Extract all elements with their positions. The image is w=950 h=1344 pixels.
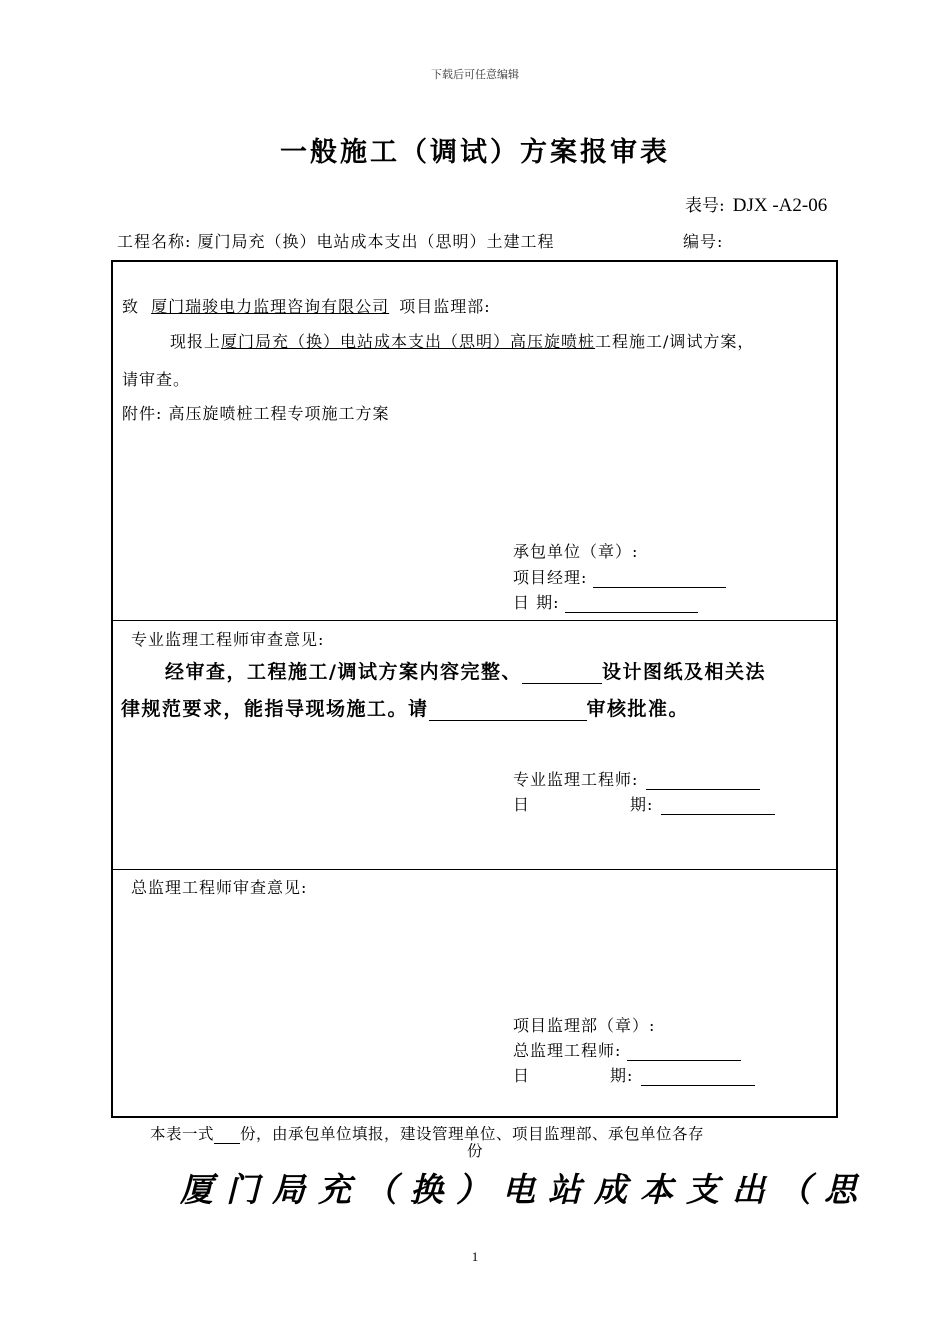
opinion-line-1-b: 设计图纸及相关法 <box>601 661 766 683</box>
attachment-text: 附件: 高压旋喷桩工程专项施工方案 <box>122 404 390 423</box>
report-line <box>170 329 754 352</box>
to-prefix: 致 <box>122 297 140 316</box>
form-frame <box>111 260 838 1118</box>
page-number: 1 <box>471 1249 479 1264</box>
header-note: 下载后可任意编辑 <box>431 68 519 81</box>
date-right-2: 期: <box>630 795 654 814</box>
opinion-line-2 <box>121 694 689 721</box>
date-blank-2 <box>661 814 775 815</box>
copies-blank <box>214 1128 240 1144</box>
date-right-3: 期: <box>610 1066 634 1085</box>
supervision-dept-label: 项目监理部（章）: <box>513 1016 656 1035</box>
opinion-blank-2 <box>429 700 587 721</box>
date-blank-1 <box>565 612 698 613</box>
date-line-2 <box>513 792 775 815</box>
to-suffix: 项目监理部: <box>399 297 491 316</box>
document-title: 一般施工（调试）方案报审表 <box>280 137 670 168</box>
report-prefix: 现报上 <box>170 332 222 351</box>
chief-engineer-label: 总监理工程师: <box>513 1041 622 1060</box>
specialist-engineer-blank <box>646 789 760 790</box>
opinion-blank-1 <box>522 663 602 684</box>
addressee-line <box>122 294 491 317</box>
section-divider-1 <box>111 620 838 621</box>
date-label-1: 日 期: <box>513 593 560 612</box>
contractor-unit-label: 承包单位（章）: <box>513 542 639 561</box>
specialist-engineer-label: 专业监理工程师: <box>513 770 639 789</box>
specialist-engineer-line <box>513 767 760 790</box>
chief-review-heading: 总监理工程师审查意见: <box>131 878 308 897</box>
date-left-2: 日 <box>513 795 531 814</box>
large-project-heading: 厦门局充（换）电站成本支出（思 <box>180 1170 870 1209</box>
project-label: 工程名称: <box>117 232 192 251</box>
project-name-line <box>117 229 555 252</box>
opinion-line-1 <box>165 657 766 684</box>
supervisor-company: 厦门瑞骏电力监理咨询有限公司 <box>151 297 390 316</box>
chief-engineer-line <box>513 1038 741 1061</box>
chief-engineer-blank <box>627 1060 741 1061</box>
project-manager-line <box>513 565 726 588</box>
project-manager-label: 项目经理: <box>513 568 588 587</box>
report-suffix: 工程施工/调试方案， <box>595 332 755 351</box>
copies-note-line-2: 份 <box>467 1142 484 1160</box>
date-line-1 <box>513 590 698 613</box>
copies-note-b: 份，由承包单位填报，建设管理单位、项目监理部、承包单位各存 <box>240 1125 705 1143</box>
date-left-3: 日 <box>513 1066 531 1085</box>
section-divider-2 <box>111 869 838 870</box>
date-line-3 <box>513 1063 755 1086</box>
project-name: 厦门局充（换）电站成本支出（思明）土建工程 <box>197 232 555 251</box>
date-blank-3 <box>641 1085 755 1086</box>
copies-note-line-1 <box>150 1122 704 1144</box>
report-subject: 厦门局充（换）电站成本支出（思明）高压旋喷桩 <box>221 332 596 351</box>
specialist-review-heading: 专业监理工程师审查意见: <box>131 630 325 649</box>
form-number-value: DJX -A2-06 <box>732 195 828 216</box>
form-number <box>685 191 827 217</box>
opinion-line-2-a: 律规范要求，能指导现场施工。请 <box>121 698 429 720</box>
form-number-label: 表号: <box>685 196 725 216</box>
request-text: 请审查。 <box>122 370 191 389</box>
copies-note-a: 本表一式 <box>150 1125 215 1143</box>
opinion-line-2-b: 审核批准。 <box>586 698 690 720</box>
opinion-line-1-a: 经审查，工程施工/调试方案内容完整、 <box>165 661 522 683</box>
project-manager-blank <box>593 587 726 588</box>
serial-label: 编号: <box>683 232 724 251</box>
